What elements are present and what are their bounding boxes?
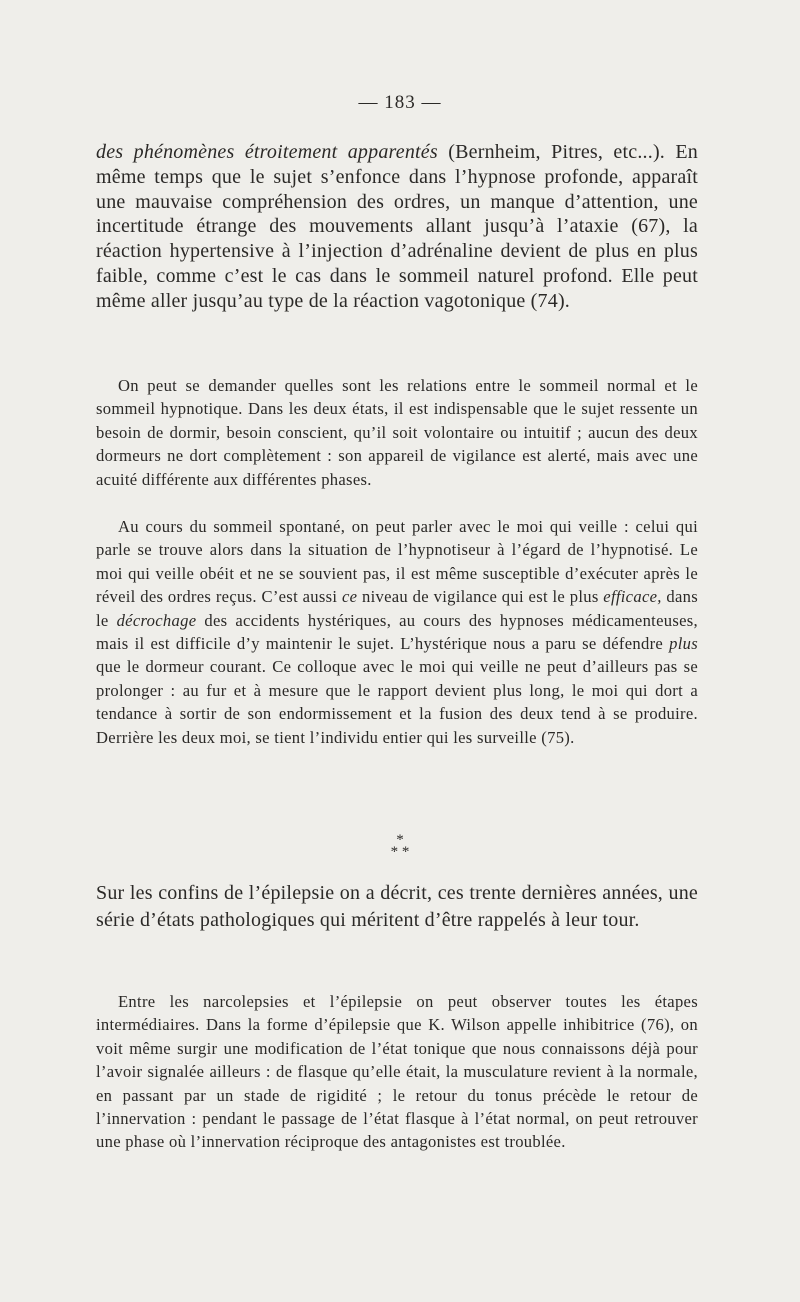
section-separator bbox=[0, 834, 800, 858]
paragraph-3-text-e: que le dormeur courant. Ce colloque avec le moi qui veille ne peut d’ailleurs pas se prolonger : au fur et à mesure que le rapport devient plus long, le moi qui dort a tendance à sortir de son endormissement et la fusion des deux tend à se produire. Derrière les deux moi, se tient l’individu entier qui les surveille (75). bbox=[96, 657, 698, 747]
paragraph-3-text-a: Au cours du sommeil spontané, on peut parler avec le moi qui veille : celui qui parle se trouve alors dans la situation de l’hypnotiseur à l’égard de l’hypnotisé. Le moi qui veille obéit et ne se souvient pas, il est même susceptible d’exécuter après le réveil des ordres reçus. C’est aussi bbox=[96, 517, 698, 607]
paragraph-3-text-b: niveau de vigilance qui est le plus bbox=[357, 587, 604, 607]
paragraph-5-text: Entre les narcolepsies et l’épilepsie on peut observer toutes les étapes intermédiaires. Dans la forme d’épilepsie que K. Wilson appelle inhibitrice (76), on voit même surgir une modification de l’état tonique que nous connaissons déjà pour l’avoir signalée ailleurs : de flasque qu’elle était, la musculature revient à la normale, en passant par un stade de rigidité ; le retour du tonus précède le retour de l’innervation : pendant le passage de l’état flasque à l’état normal, on peut retrouver une phase où l’innervation réciproque des antagonistes est troublée. bbox=[96, 992, 698, 1152]
paragraph-3-italic-decrochage: décrochage bbox=[116, 610, 197, 630]
asterism-bottom: * * bbox=[390, 844, 410, 860]
page-number: — 183 — bbox=[358, 92, 442, 113]
paragraph-2 bbox=[96, 374, 698, 491]
paragraph-1 bbox=[96, 140, 698, 314]
paragraph-3 bbox=[96, 515, 698, 749]
paragraph-3-text-c: dans le bbox=[96, 587, 698, 630]
paragraph-4 bbox=[96, 880, 698, 934]
paragraph-3-italic-plus: plus bbox=[669, 634, 698, 654]
paragraph-3-italic-efficace: efficace, bbox=[603, 587, 662, 607]
paragraph-4-text: Sur les confins de l’épilepsie on a décrit, ces trente dernières années, une série d’états pathologiques qui méritent d’être rappelés à leur tour. bbox=[96, 882, 698, 931]
paragraph-2-text: On peut se demander quelles sont les relations entre le sommeil normal et le sommeil hypnotique. Dans les deux états, il est indispensable que le sujet ressente un besoin de dormir, besoin conscient, qu’il soit volontaire ou intuitif ; aucun des deux dormeurs ne dort complètement : son appareil de vigilance est alerté, mais avec une acuité différente aux différentes phases. bbox=[96, 376, 698, 489]
asterism-top: * bbox=[396, 832, 404, 848]
paragraph-3-italic-ce: ce bbox=[341, 587, 358, 607]
paragraph-1-italic: des phénomènes étroitement apparentés bbox=[96, 141, 438, 163]
paragraph-3-text-d: des accidents hystériques, au cours des hypnoses médicamenteuses, mais il est difficile d’y maintenir le sujet. L’hystérique nous a paru se défendre bbox=[96, 610, 698, 654]
paragraph-5 bbox=[96, 990, 698, 1154]
paragraph-1-text: (Bernheim, Pitres, etc...). En même temps que le sujet s’enfonce dans l’hypnose profonde, apparaît une mauvaise compréhension des ordres, un manque d’attention, une incertitude étrange des mouvements allant jusqu’à l’ataxie (67), la réaction hypertensive à l’injection d’adrénaline devient de plus en plus faible, comme c’est le cas dans le sommeil naturel profond. Elle peut même aller jusqu’au type de la réaction vagotonique (74). bbox=[96, 141, 698, 312]
